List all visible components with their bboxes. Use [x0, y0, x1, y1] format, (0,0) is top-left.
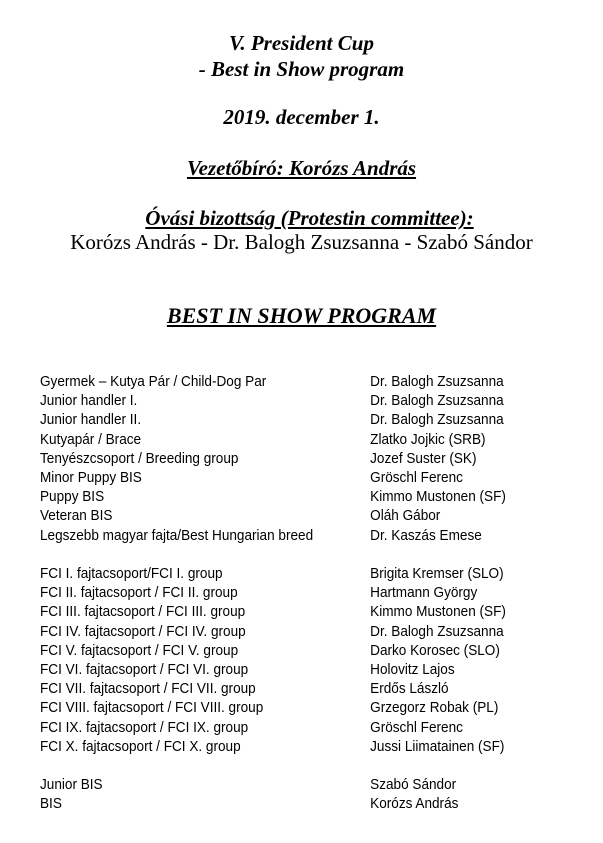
judge-name: Kimmo Mustonen (SF): [370, 489, 506, 506]
program-row: [40, 699, 524, 718]
category-name: FCI VII. fajtacsoport / FCI VII. group: [40, 681, 256, 698]
category-name: FCI II. fajtacsoport / FCI II. group: [40, 585, 238, 602]
program-row: [40, 776, 524, 795]
program-row: [40, 680, 524, 699]
program-row: [40, 431, 524, 450]
judge-name: Grzegorz Robak (PL): [370, 700, 499, 717]
judge-name: Dr. Balogh Zsuzsanna: [370, 374, 504, 390]
program-row: [40, 584, 524, 603]
category-name: Tenyészcsoport / Breeding group: [40, 450, 239, 467]
program-row: [40, 642, 524, 661]
program-row: [40, 373, 524, 392]
category-name: Legszebb magyar fajta/Best Hungarian breed: [40, 527, 314, 544]
category-name: FCI V. fajtacsoport / FCI V. group: [40, 642, 239, 659]
category-name: FCI I. fajtacsoport/FCI I. group: [40, 566, 223, 583]
judge-name: Zlatko Jojkic (SRB): [370, 431, 486, 448]
document-title: V. President Cup: [229, 31, 374, 55]
category-name: Gyermek – Kutya Pár / Child-Dog Par: [40, 374, 267, 390]
program-row: [40, 469, 524, 488]
event-date: 2019. december 1.: [223, 105, 380, 129]
program-row: [40, 507, 524, 526]
program-row: [40, 661, 524, 680]
category-name: FCI VIII. fajtacsoport / FCI VIII. group: [40, 700, 264, 717]
program-row: [40, 450, 524, 469]
category-name: Junior handler II.: [40, 412, 142, 429]
committee-heading: Óvási bizottság (Protestin committee):: [145, 206, 474, 230]
judge-name: Brigita Kremser (SLO): [370, 566, 504, 583]
judge-name: Holovitz Lajos: [370, 662, 455, 679]
program-row: [40, 795, 524, 814]
category-name: FCI IV. fajtacsoport / FCI IV. group: [40, 623, 246, 640]
program-row: [40, 488, 524, 507]
program-row: [40, 565, 524, 584]
category-name: FCI X. fajtacsoport / FCI X. group: [40, 738, 241, 755]
chief-judge: Vezetőbíró: Korózs András: [186, 156, 417, 180]
category-name: Minor Puppy BIS: [40, 470, 142, 487]
program-row: [40, 623, 524, 642]
group-spacer: [40, 546, 524, 565]
judge-name: Dr. Balogh Zsuzsanna: [370, 393, 504, 410]
judge-name: Szabó Sándor: [370, 777, 457, 794]
judge-name: Gröschl Ferenc: [370, 719, 463, 736]
category-name: Junior BIS: [40, 777, 103, 794]
judge-name: Dr. Balogh Zsuzsanna: [370, 412, 504, 429]
section-title: BEST IN SHOW PROGRAM: [166, 303, 437, 328]
judge-name: Jussi Liimatainen (SF): [370, 738, 505, 755]
program-row: [40, 738, 524, 757]
program-list: [40, 373, 524, 815]
judge-name: Hartmann György: [370, 585, 478, 602]
judge-name: Jozef Suster (SK): [370, 450, 477, 467]
judge-name: Kimmo Mustonen (SF): [370, 604, 506, 621]
category-name: Puppy BIS: [40, 489, 105, 506]
category-name: Kutyapár / Brace: [40, 431, 142, 448]
program-row: [40, 411, 524, 430]
group-spacer: [40, 757, 524, 776]
category-name: BIS: [40, 796, 62, 813]
category-name: Veteran BIS: [40, 508, 113, 525]
category-name: FCI IX. fajtacsoport / FCI IX. group: [40, 719, 249, 736]
program-row: [40, 392, 524, 411]
committee-members: Korózs András - Dr. Balogh Zsuzsanna - Szabó Sándor: [70, 230, 533, 254]
judge-name: Oláh Gábor: [370, 508, 441, 525]
program-row: [40, 527, 524, 546]
judge-name: Dr. Kaszás Emese: [370, 527, 482, 544]
judge-name: Korózs András: [370, 796, 459, 813]
judge-name: Erdős László: [370, 681, 449, 698]
category-name: Junior handler I.: [40, 393, 138, 410]
category-name: FCI III. fajtacsoport / FCI III. group: [40, 604, 246, 621]
document-subtitle: - Best in Show program: [198, 57, 405, 81]
judge-name: Darko Korosec (SLO): [370, 642, 500, 659]
program-row: [40, 603, 524, 622]
judge-name: Gröschl Ferenc: [370, 470, 463, 487]
category-name: FCI VI. fajtacsoport / FCI VI. group: [40, 662, 249, 679]
judge-name: Dr. Balogh Zsuzsanna: [370, 623, 504, 640]
program-row: [40, 719, 524, 738]
